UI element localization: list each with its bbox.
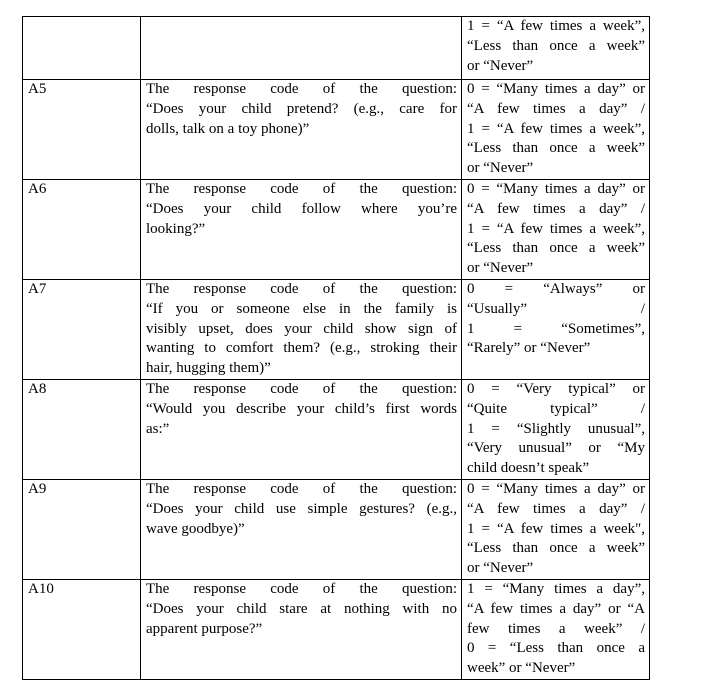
question-description-cell [141, 379, 462, 479]
item-id-cell [23, 17, 141, 80]
question-description-cell [141, 479, 462, 579]
description-line: “Would you describe your child’s first words [146, 400, 457, 417]
question-description-cell [141, 17, 462, 80]
code-line: “Usually” / [467, 300, 645, 317]
description-line: “Does your child follow where you’re [146, 200, 457, 217]
question-description-cell [141, 80, 462, 180]
table-row [23, 179, 650, 279]
description-line: wave goodbye)” [146, 520, 245, 537]
description-line: apparent purpose?” [146, 620, 263, 637]
description-line: as:” [146, 420, 170, 437]
response-code-cell [462, 279, 650, 379]
response-code-cell [462, 579, 650, 679]
code-line: 1 = “Many times a day”, [467, 580, 645, 597]
item-id-cell: A7 [23, 279, 141, 379]
code-line: “A few times a day” / [467, 500, 645, 517]
code-line: 1 = “Slightly unusual”, [467, 420, 645, 437]
table-row [23, 279, 650, 379]
code-line: “Rarely” or “Never” [467, 340, 591, 357]
code-line: or “Never” [467, 260, 534, 277]
code-line: “A few times a day” or “A [467, 600, 645, 617]
item-id-cell: A8 [23, 379, 141, 479]
code-line: “A few times a day” / [467, 200, 645, 217]
code-line: 0 = “Always” or [467, 280, 645, 297]
table-body [23, 17, 650, 680]
description-line: “Does your child pretend? (e.g., care for [146, 100, 457, 117]
table-row [23, 17, 650, 80]
description-line: looking?” [146, 220, 206, 237]
table-row [23, 479, 650, 579]
code-line: 0 = “Many times a day” or [467, 480, 645, 497]
code-line: 1 = “Sometimes”, [467, 320, 645, 337]
code-line: “Less than once a week” [467, 140, 645, 157]
description-line: The response code of the question: [146, 380, 457, 397]
description-line: “Does your child use simple gestures? (e.g., [146, 500, 457, 517]
item-id-cell: A5 [23, 80, 141, 180]
question-description-cell [141, 579, 462, 679]
code-line: “A few times a day” / [467, 100, 645, 117]
code-line: 1 = “A few times a week”, [467, 220, 645, 237]
description-line: visibly upset, does your child show sign of [146, 320, 457, 337]
item-id-cell: A10 [23, 579, 141, 679]
description-line: wanting to comfort them? (e.g., stroking their [146, 340, 457, 357]
code-line: or “Never” [467, 160, 534, 177]
code-line: child doesn’t speak” [467, 460, 590, 477]
response-code-table [22, 16, 650, 680]
code-line: “Very unusual” or “My [467, 440, 645, 457]
code-line: “Less than once a week” [467, 240, 645, 257]
code-line: “Less than once a week” [467, 540, 645, 557]
question-description-cell [141, 179, 462, 279]
code-line: 0 = “Less than once a [467, 640, 645, 657]
code-line: 0 = “Many times a day” or [467, 180, 645, 197]
code-line: “Quite typical” / [467, 400, 645, 417]
item-id-cell: A9 [23, 479, 141, 579]
description-line: The response code of the question: [146, 480, 457, 497]
description-line: “If you or someone else in the family is [146, 300, 457, 317]
table-row [23, 80, 650, 180]
response-code-cell [462, 479, 650, 579]
response-code-cell [462, 379, 650, 479]
description-line: The response code of the question: [146, 280, 457, 297]
table-row [23, 379, 650, 479]
description-line: The response code of the question: [146, 180, 457, 197]
code-line: 1 = “A few times a week”, [467, 120, 645, 137]
description-line: “Does your child stare at nothing with no [146, 600, 457, 617]
code-line: 0 = “Many times a day” or [467, 81, 645, 97]
response-code-cell [462, 80, 650, 180]
code-line: 1 = “A few times a week", [467, 520, 645, 537]
description-line: The response code of the question: [146, 81, 457, 97]
description-line: dolls, talk on a toy phone)” [146, 120, 310, 137]
code-line: week” or “Never” [467, 660, 576, 677]
question-description-cell [141, 279, 462, 379]
code-line: few times a week” / [467, 620, 645, 637]
code-line: 1 = “A few times a week”, [467, 18, 645, 34]
code-line: or “Never” [467, 57, 534, 74]
description-line: The response code of the question: [146, 580, 457, 597]
response-code-cell [462, 179, 650, 279]
response-code-cell [462, 17, 650, 80]
table-row [23, 579, 650, 679]
item-id-cell: A6 [23, 179, 141, 279]
code-line: “Less than once a week” [467, 37, 645, 54]
code-line: 0 = “Very typical” or [467, 380, 645, 397]
code-line: or “Never” [467, 560, 534, 577]
description-line: hair, hugging them)” [146, 360, 271, 377]
